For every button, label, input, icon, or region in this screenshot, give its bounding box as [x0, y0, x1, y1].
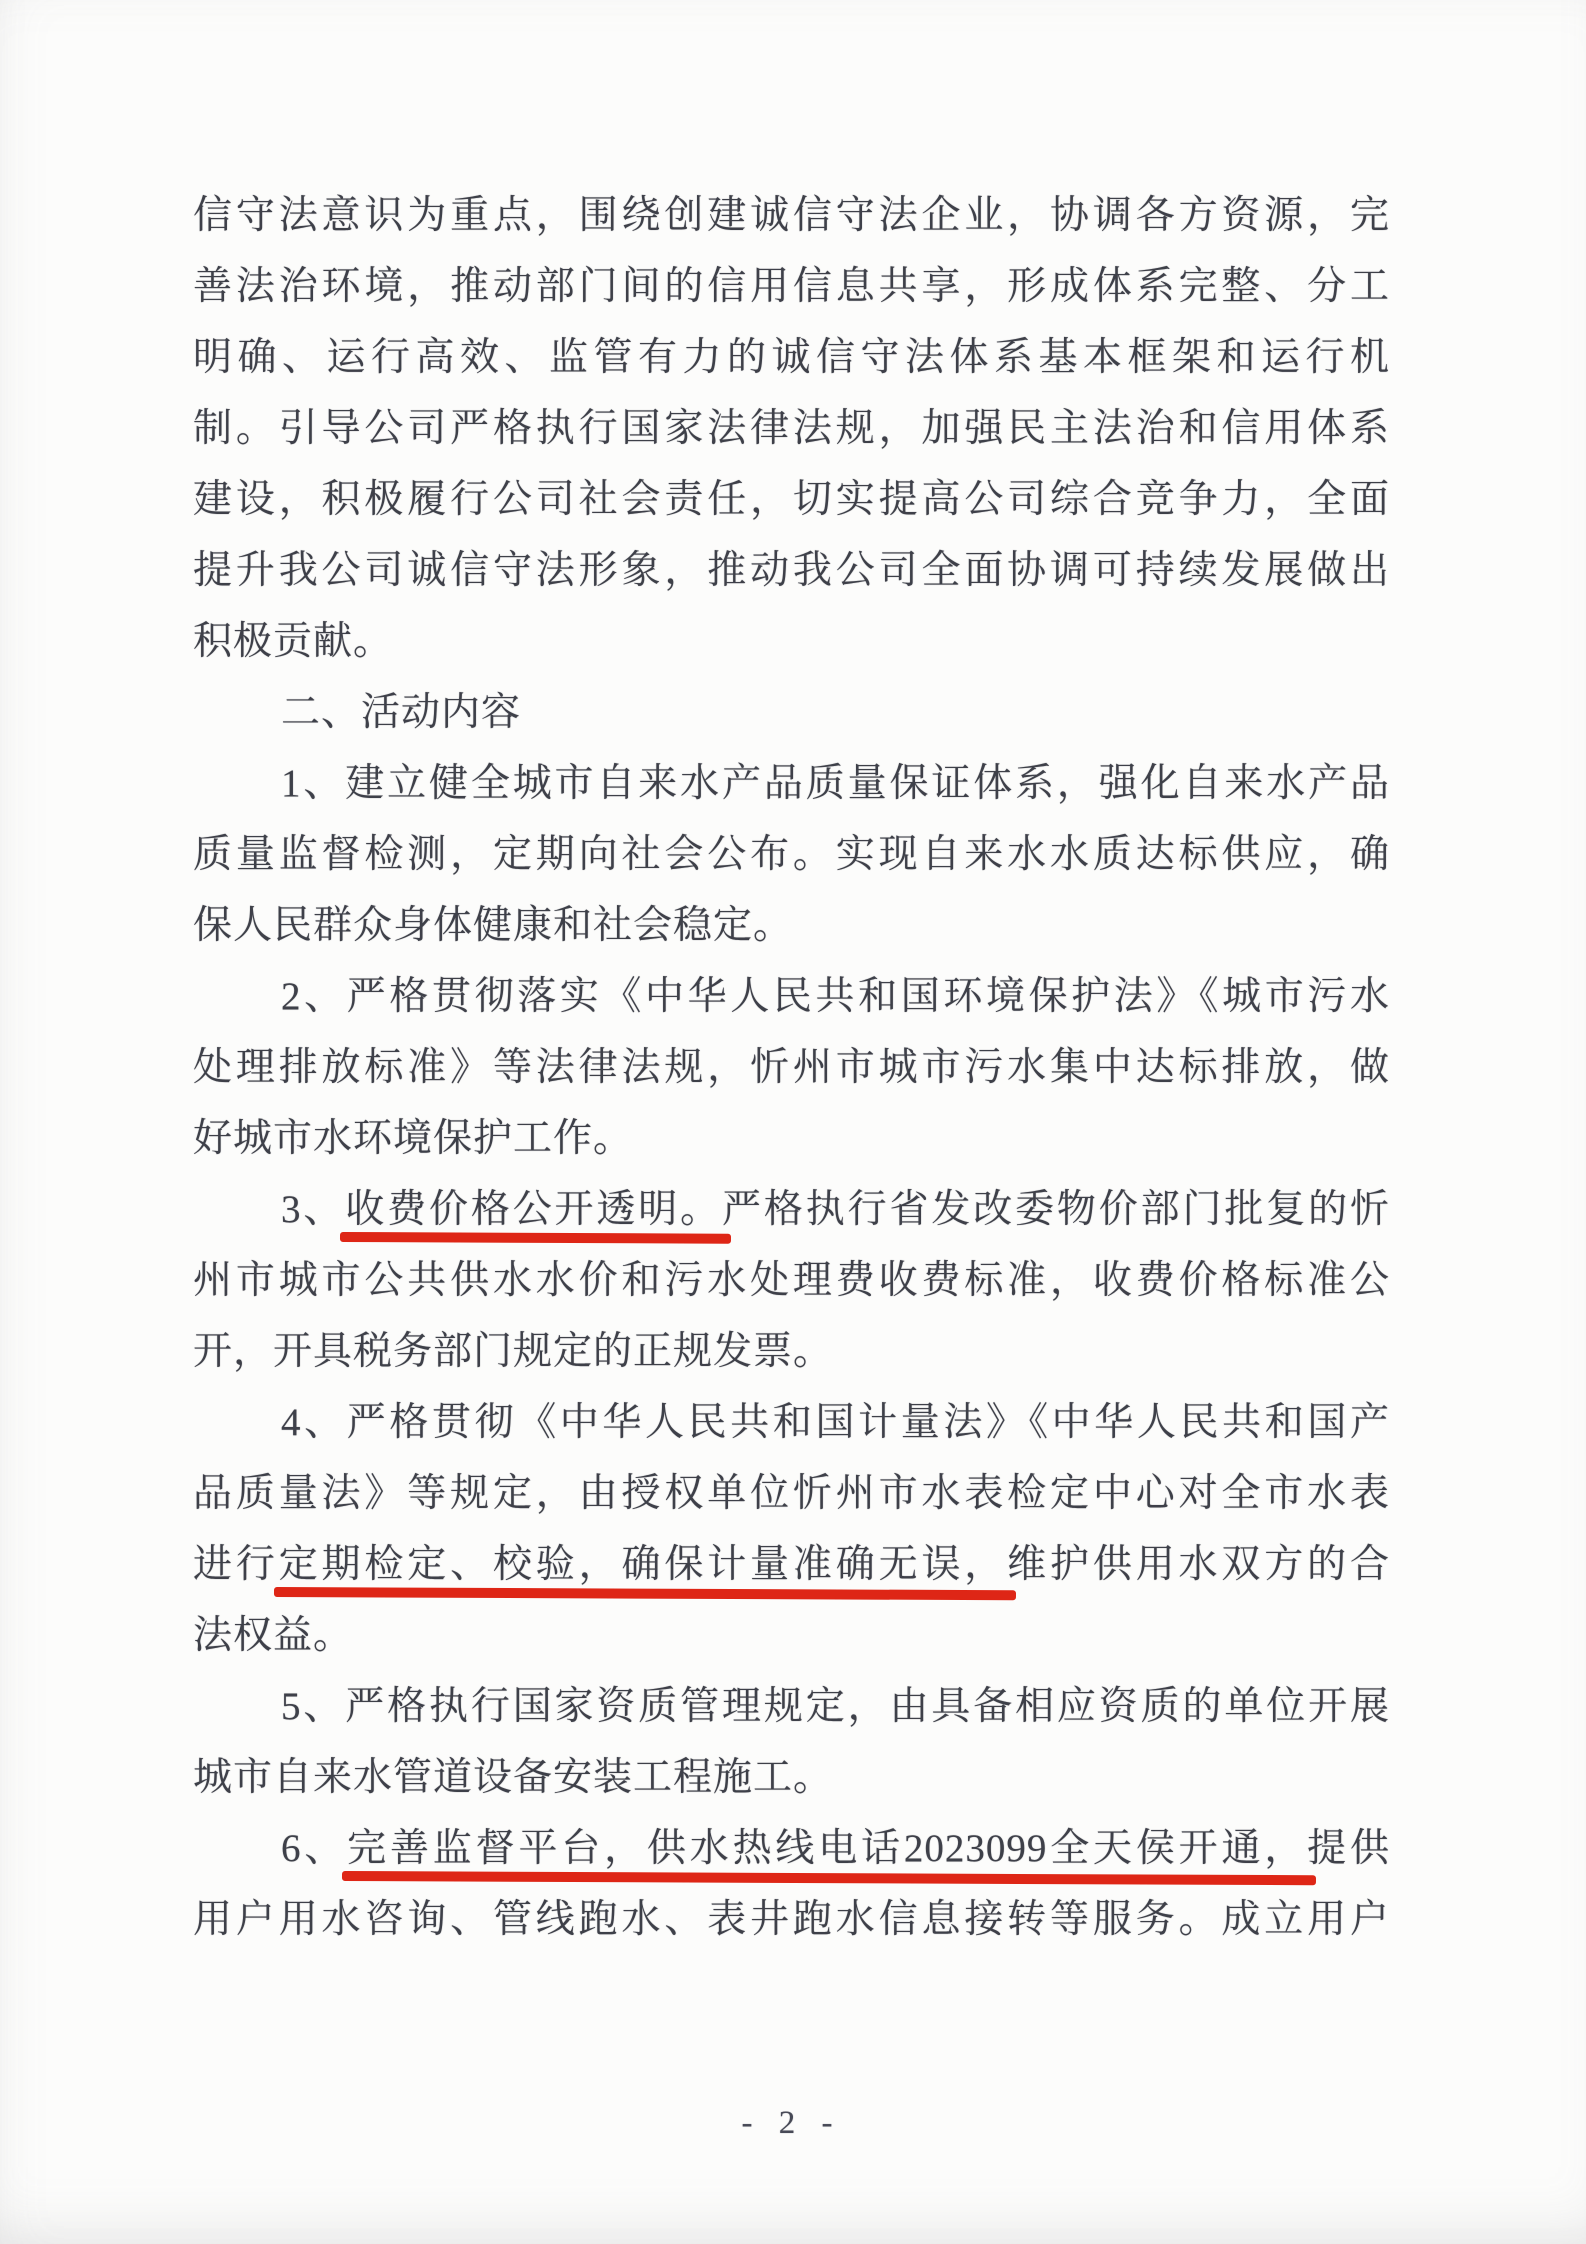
text-segment: 信守法意识为重点，围绕创建诚信守法企业，协调各方资源，完: [193, 194, 1390, 237]
text-line: [193, 1174, 1390, 1245]
red-underlined-text: 收费价格公开透明。: [345, 1188, 723, 1231]
text-line: [193, 393, 1390, 464]
text-segment: 3、: [281, 1188, 346, 1231]
text-line: [193, 1032, 1390, 1103]
text-segment: 4、严格贯彻《中华人民共和国计量法》《中华人民共和国产: [281, 1401, 1390, 1444]
text-line: [193, 961, 1390, 1032]
text-line: [193, 1245, 1390, 1316]
text-line: [193, 1884, 1390, 1955]
text-segment: 制。引导公司严格执行国家法律法规，加强民主法治和信用体系: [193, 407, 1390, 450]
text-segment: 保人民群众身体健康和社会稳定。: [193, 904, 794, 947]
text-line: [193, 748, 1390, 819]
text-segment: 提供: [1307, 1827, 1390, 1870]
text-segment: 1、建立健全城市自来水产品质量保证体系，强化自来水产品: [281, 762, 1390, 805]
text-line: [193, 606, 1390, 677]
text-segment: 进行: [193, 1543, 279, 1586]
text-segment: 2、严格贯彻落实《中华人民共和国环境保护法》《城市污水: [281, 975, 1390, 1018]
text-segment: 二、活动内容: [281, 691, 522, 734]
text-segment: 积极贡献。: [193, 620, 394, 663]
text-segment: 质量监督检测，定期向社会公布。实现自来水水质达标供应，确: [193, 833, 1390, 876]
text-line: [193, 1316, 1390, 1387]
text-segment: 州市城市公共供水水价和污水处理费收费标准，收费价格标准公: [193, 1259, 1390, 1302]
text-line: [193, 819, 1390, 890]
text-segment: 5、严格执行国家资质管理规定，由具备相应资质的单位开展: [281, 1685, 1390, 1728]
text-segment: 好城市水环境保护工作。: [193, 1117, 634, 1160]
text-line: [193, 535, 1390, 606]
text-segment: 法权益。: [193, 1614, 354, 1657]
text-line: [193, 1529, 1390, 1600]
text-line: [193, 677, 1390, 748]
text-line: [193, 464, 1390, 535]
text-line: [193, 1458, 1390, 1529]
text-segment: 品质量法》等规定，由授权单位忻州市水表检定中心对全市水表: [193, 1472, 1390, 1515]
red-underlined-text: 完善监督平台，供水热线电话2023099全天侯开通，: [347, 1827, 1308, 1870]
text-line: [193, 890, 1390, 961]
text-segment: 严格执行省发改委物价部门批复的忻: [722, 1188, 1390, 1231]
text-line: [193, 1103, 1390, 1174]
text-segment: 城市自来水管道设备安装工程施工。: [193, 1756, 834, 1799]
text-segment: 建设，积极履行公司社会责任，切实提高公司综合竞争力，全面: [193, 478, 1390, 521]
text-line: [193, 1813, 1390, 1884]
page-number: - 2 -: [741, 2105, 842, 2141]
text-segment: 用户用水咨询、管线跑水、表井跑水信息接转等服务。成立用户: [193, 1898, 1390, 1941]
document-body: [193, 180, 1390, 1955]
text-segment: 提升我公司诚信守法形象，推动我公司全面协调可持续发展做出: [193, 549, 1390, 592]
text-line: [193, 251, 1390, 322]
text-line: [193, 1742, 1390, 1813]
text-segment: 6、: [281, 1827, 348, 1870]
text-line: [193, 322, 1390, 393]
text-line: [193, 180, 1390, 251]
text-line: [193, 1387, 1390, 1458]
text-segment: 明确、运行高效、监管有力的诚信守法体系基本框架和运行机: [193, 336, 1390, 379]
text-line: [193, 1671, 1390, 1742]
text-segment: 开，开具税务部门规定的正规发票。: [193, 1330, 834, 1373]
text-segment: 善法治环境，推动部门间的信用信息共享，形成体系完整、分工: [193, 265, 1390, 308]
text-segment: 维护供用水双方的合: [1007, 1543, 1390, 1586]
text-line: [193, 1600, 1390, 1671]
text-segment: 处理排放标准》等法律法规，忻州市城市污水集中达标排放，做: [193, 1046, 1390, 1089]
red-underlined-text: 定期检定、校验，确保计量准确无误，: [278, 1543, 1008, 1586]
